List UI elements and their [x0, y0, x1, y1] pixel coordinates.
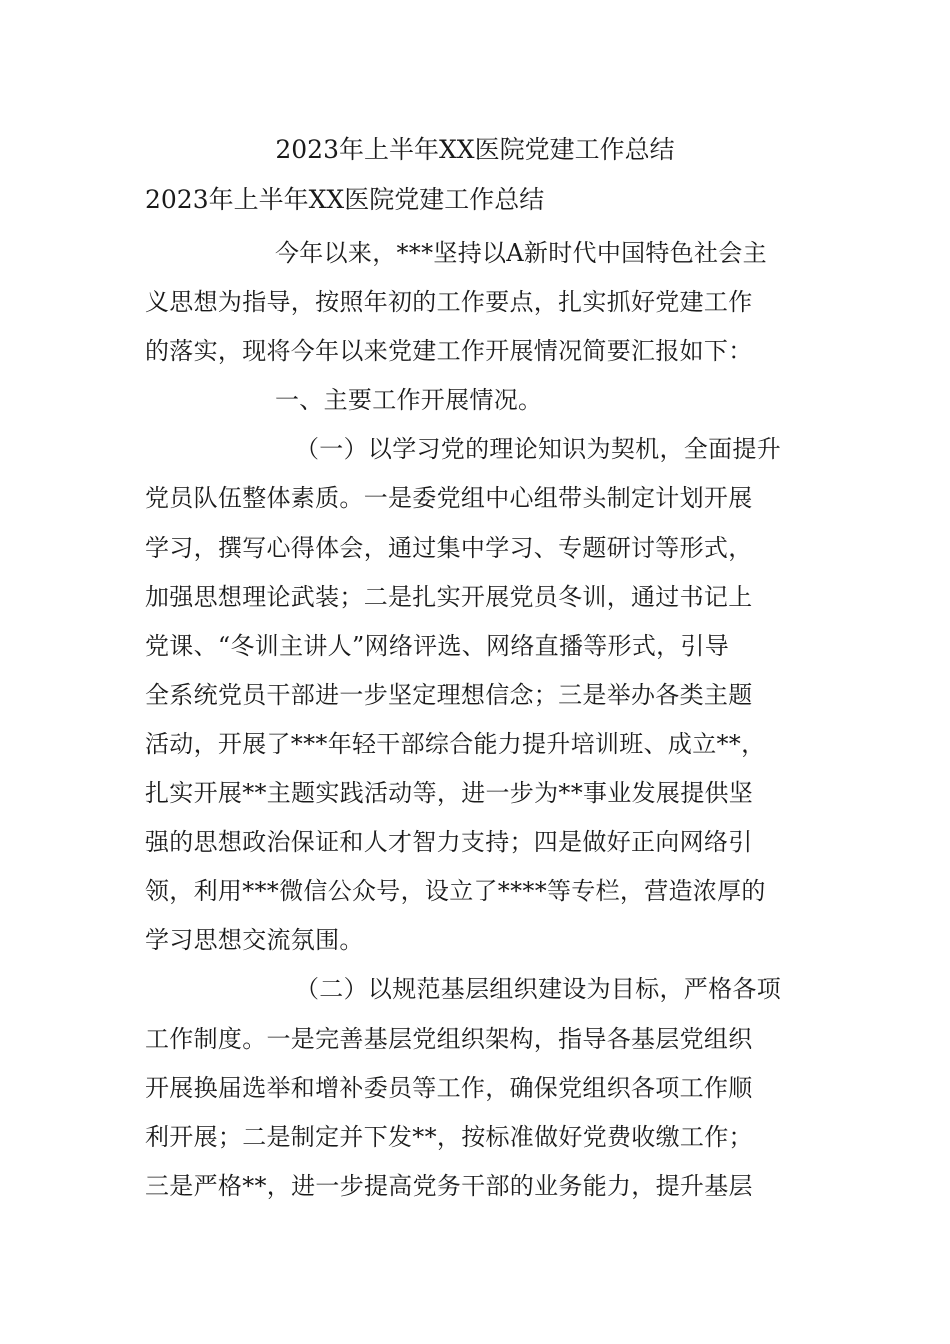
body-line: 开展换届选举和增补委员等工作，确保党组织各项工作顺: [145, 1073, 753, 1102]
body-line: 学习，撰写心得体会，通过集中学习、专题研讨等形式，: [145, 533, 753, 562]
body-line: 加强思想理论武装；二是扎实开展党员冬训，通过书记上: [145, 582, 753, 611]
document-subtitle: 2023年上半年XX医院党建工作总结: [145, 185, 545, 214]
body-line: 三是严格**，进一步提高党务干部的业务能力，提升基层: [145, 1171, 753, 1200]
body-line: 工作制度。一是完善基层党组织架构，指导各基层党组织: [145, 1024, 753, 1053]
body-line: 领，利用***微信公众号，设立了****等专栏，营造浓厚的: [145, 877, 766, 906]
body-line: 的落实，现将今年以来党建工作开展情况简要汇报如下：: [145, 337, 753, 366]
body-line: 党课、“冬训主讲人”网络评选、网络直播等形式，引导: [145, 631, 730, 660]
body-line: 全系统党员干部进一步坚定理想信念；三是举办各类主题: [145, 680, 753, 709]
document-title: 2023年上半年XX医院党建工作总结: [275, 135, 675, 164]
body-line: 扎实开展**主题实践活动等，进一步为**事业发展提供坚: [145, 779, 754, 808]
body-line: 强的思想政治保证和人才智力支持；四是做好正向网络引: [145, 828, 753, 857]
section-heading: 一、主要工作开展情况。: [275, 386, 543, 415]
subsection-heading: （二）以规范基层组织建设为目标，严格各项: [295, 975, 781, 1004]
body-line: 学习思想交流氛围。: [145, 926, 364, 955]
body-line: 今年以来，***坚持以A新时代中国特色社会主: [275, 239, 767, 267]
body-line: 活动，开展了***年轻干部综合能力提升培训班、成立**，: [145, 729, 766, 758]
subsection-heading: （一）以学习党的理论知识为契机，全面提升: [295, 435, 781, 464]
body-line: 党员队伍整体素质。一是委党组中心组带头制定计划开展: [145, 484, 753, 513]
body-line: 利开展；二是制定并下发**，按标准做好党费收缴工作；: [145, 1122, 753, 1151]
body-line: 义思想为指导，按照年初的工作要点，扎实抓好党建工作: [145, 288, 753, 317]
document-body: [145, 229, 810, 1211]
